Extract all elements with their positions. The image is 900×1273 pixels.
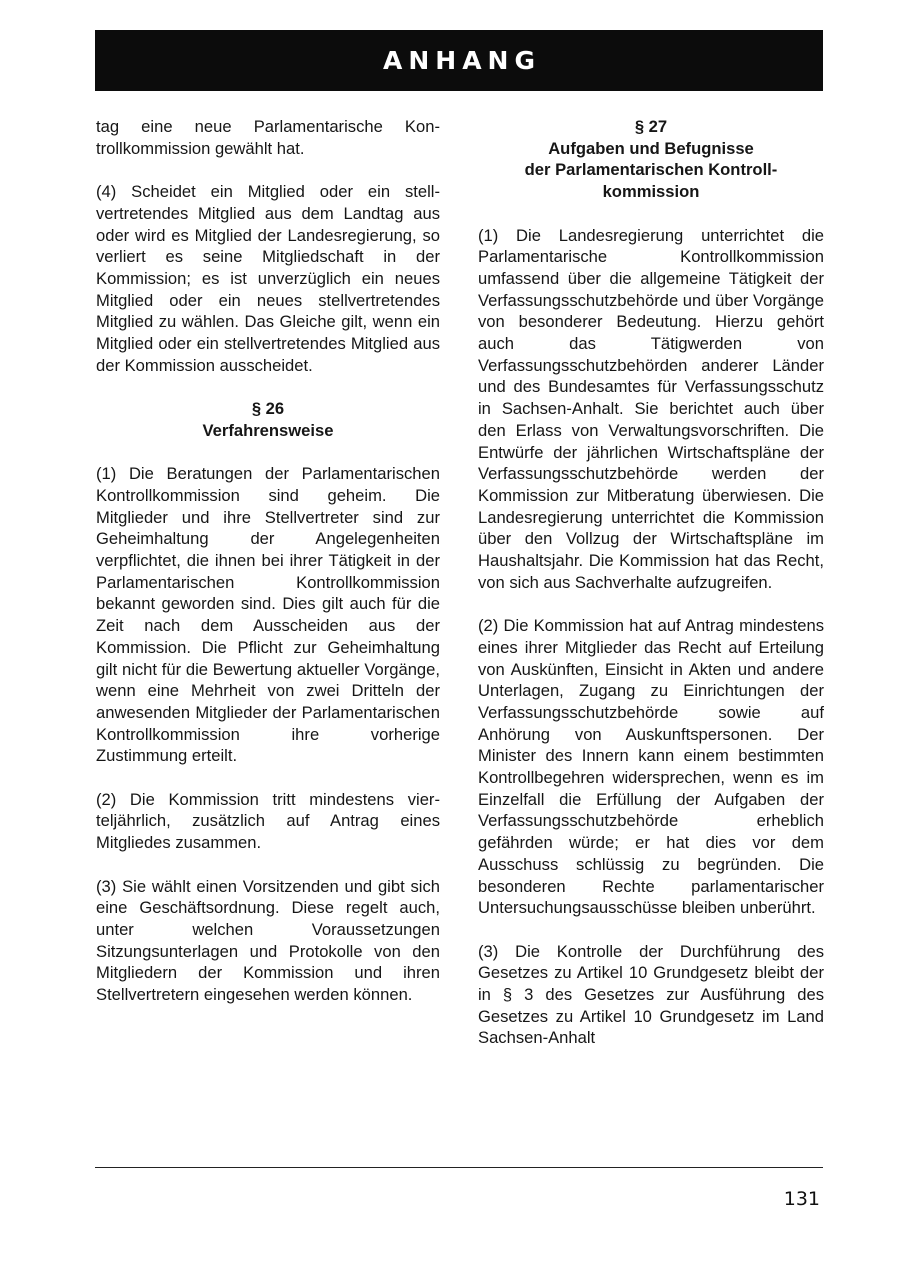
paragraph-27-2: (2) Die Kommission hat auf Antrag mindestens eines ihrer Mitglieder das Recht auf Erteilung von Auskünften, Einsicht in Akten und andere Unterlagen, Zugang zu Einrichtungen der Verfassungsschutzbehörde sowie auf Anhörung von Auskunftspersonen. Der Minister des Innern kann einem bestimmten Kontrollbegehren widersprechen, wenn es im Einzelfall die Erfüllung der Aufgaben der Verfassungsschutzbehörde erheblich gefährden würde; er hat dies vor dem Ausschuss schlüssig zu begründen. Die besonderen Rechte parlamentarischer Untersuchungsausschüsse bleiben unberührt.	[478, 616, 824, 918]
paragraph-27-1: (1) Die Landesregierung unterrichtet die Parlamentarische Kontrollkommission umfassend über die allgemeine Tätigkeit der Verfassungsschutzbehörde und über Vorgänge von besonderer Bedeutung. Hierzu gehört auch das Tätigwerden von Verfassungsschutzbehörden anderer Länder und des Bundesamtes für Verfassungsschutz in Sachsen-Anhalt. Sie berichtet auch über den Erlass von Verwaltungsvorschriften. Die Entwürfe der jährlichen Wirtschaftspläne der Verfassungsschutzbehörde werden der Kommission zur Mitberatung überwiesen. Die Landesregierung unterrichtet die Kommission über den Vollzug der Wirtschaftspläne im Haushaltsjahr. Die Kommission hat das Recht, von sich aus Sachverhalte aufzugreifen.	[478, 225, 824, 592]
paragraph-25-4: (4) Scheidet ein Mitglied oder ein stellvertretendes Mitglied aus dem Landtag aus oder wird es Mitglied der Landesregierung, so verliert es seine Mitgliedschaft in der Kommission; es ist unverzüglich ein neues Mitglied oder ein neues stellvertretendes Mitglied zu wählen. Das Gleiche gilt, wenn ein Mitglied oder ein stellvertretendes Mitglied aus der Kommission ausscheidet.	[96, 182, 440, 375]
section-number: § 26	[251, 399, 285, 419]
section-title-line: der Parlamentarischen Kontroll-	[524, 160, 778, 180]
paragraph-26-1: (1) Die Beratungen der Parlamentarischen Kontrollkommission sind geheim. Die Mitglieder und ihre Stellvertreter sind zur Geheimhaltung der Angelegenheiten verpflichtet, die ihnen bei ihrer Tätigkeit in der Parlamentarischen Kontrollkommission bekannt geworden sind. Dies gilt auch für die Zeit nach dem Ausscheiden aus der Kommission. Die Pflicht zur Geheimhaltung gilt nicht für die Bewertung aktueller Vorgänge, wenn eine Mehrheit von zwei Dritteln der anwesenden Mitglieder der Parlamentarischen Kontrollkommission ihre vorherige Zustimmung erteilt.	[96, 464, 440, 766]
paragraph-continuation: tag eine neue Parlamentarische Kontrollkommission gewählt hat.	[96, 117, 440, 158]
section-heading-27	[478, 116, 824, 203]
paragraph-27-3: (3) Die Kontrolle der Durchführung des Gesetzes zu Artikel 10 Grundgesetz bleibt der in § 3 des Gesetzes zur Ausführung des Gesetzes zu Artikel 10 Grundgesetz im Land Sachsen-Anhalt	[478, 941, 824, 1048]
section-title: Verfahrensweise	[202, 420, 334, 440]
page-number: 131	[783, 1188, 820, 1210]
section-heading-26	[96, 398, 440, 441]
section-header-title: ANHANG	[383, 46, 541, 75]
section-title-line: kommission	[602, 182, 700, 202]
left-column	[96, 116, 440, 1006]
paragraph-26-3: (3) Sie wählt einen Vorsitzenden und gibt sich eine Geschäftsordnung. Diese regelt auch, unter welchen Voraussetzungen Sitzungsunterlagen und Protokolle von den Mitgliedern der Kommission und ihren Stellvertretern eingesehen werden können.	[96, 876, 440, 1005]
section-header-bar	[95, 30, 823, 91]
section-number: § 27	[634, 117, 668, 136]
footer-divider	[95, 1167, 823, 1168]
paragraph-26-2: (2) Die Kommission tritt mindestens vierteljährlich, zusätzlich auf Antrag eines Mitgliedes zusammen.	[96, 789, 440, 853]
right-column	[478, 116, 824, 1049]
section-title-line: Aufgaben und Befugnisse	[548, 138, 754, 158]
